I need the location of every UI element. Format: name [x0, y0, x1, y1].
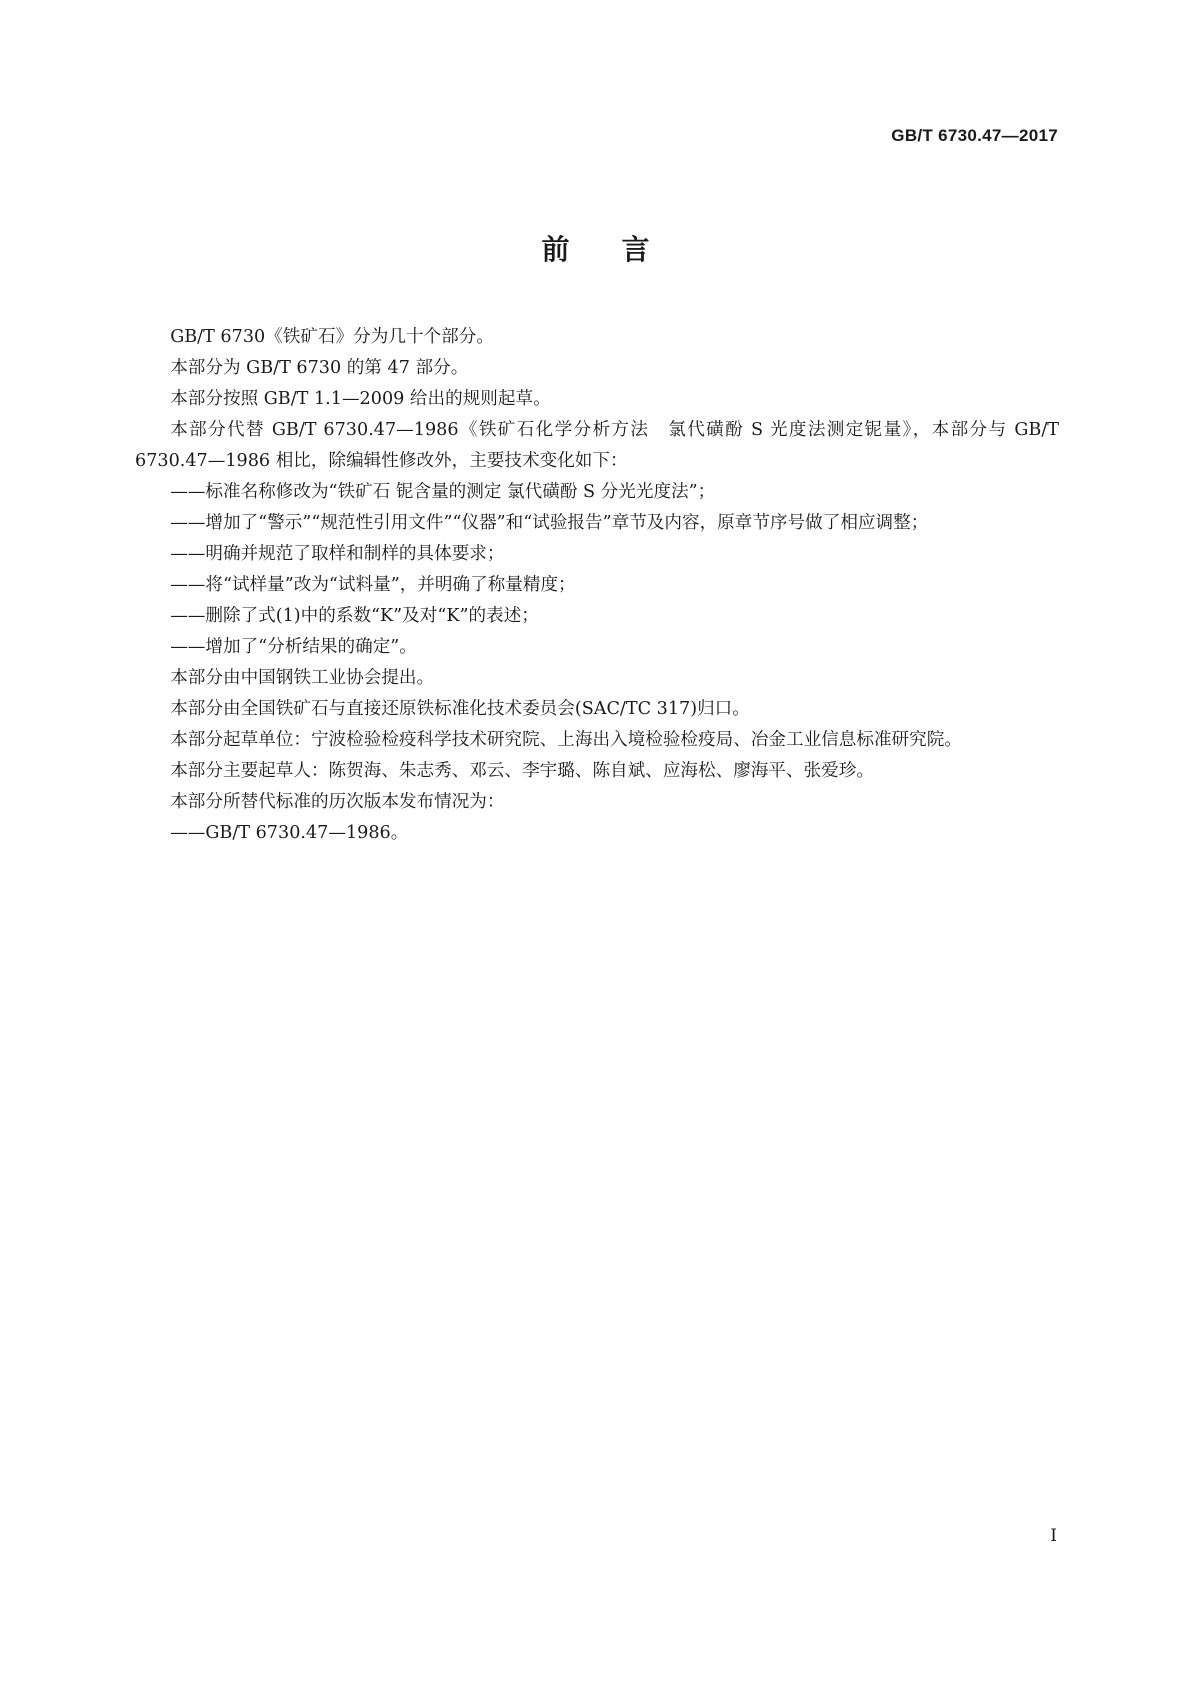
page-title: 前言: [541, 233, 702, 266]
standard-number: GB/T 6730.47—2017: [891, 126, 1058, 145]
paragraph: 本部分按照 GB/T 1.1—2009 给出的规则起草。: [170, 389, 551, 409]
change-item: ——将“试样量”改为“试料量”，并明确了称量精度；: [170, 575, 576, 595]
change-item: ——标准名称修改为“铁矿石 铌含量的测定 氯代磺酚 S 分光光度法”；: [170, 482, 716, 502]
paragraph: 本部分代替 GB/T 6730.47—1986《铁矿石化学分析方法 氯代磺酚 S 光度法测定铌量》，本部分与 GB/T 6730.47—1986 相比，除编辑性修改外，主要技术变化如下：: [135, 420, 1059, 471]
paragraph: 本部分由全国铁矿石与直接还原铁标准化技术委员会(SAC/TC 317)归口。: [170, 699, 750, 719]
change-item: ——增加了“警示”“规范性引用文件”“仪器”和“试验报告”章节及内容，原章节序号做了相应调整；: [170, 513, 929, 533]
paragraph: 本部分所替代标准的历次版本发布情况为：: [170, 792, 505, 812]
change-item: ——增加了“分析结果的确定”。: [170, 637, 417, 657]
foreword-body: [135, 322, 1059, 849]
paragraph: GB/T 6730《铁矿石》分为几十个部分。: [170, 327, 494, 347]
paragraph: 本部分由中国钢铁工业协会提出。: [170, 668, 435, 688]
change-item: ——明确并规范了取样和制样的具体要求；: [170, 544, 505, 564]
history-item: ——GB/T 6730.47—1986。: [170, 823, 409, 843]
change-item: ——删除了式(1)中的系数“K”及对“K”的表述；: [170, 606, 539, 626]
paragraph: 本部分起草单位：宁波检验检疫科学技术研究院、上海出入境检验检疫局、冶金工业信息标准研究院。: [170, 730, 962, 750]
paragraph: 本部分为 GB/T 6730 的第 47 部分。: [170, 358, 469, 378]
page-number: I: [1050, 1526, 1057, 1546]
paragraph: 本部分主要起草人：陈贺海、朱志秀、邓云、李宇璐、陈自斌、应海松、廖海平、张爱珍。: [170, 761, 874, 781]
